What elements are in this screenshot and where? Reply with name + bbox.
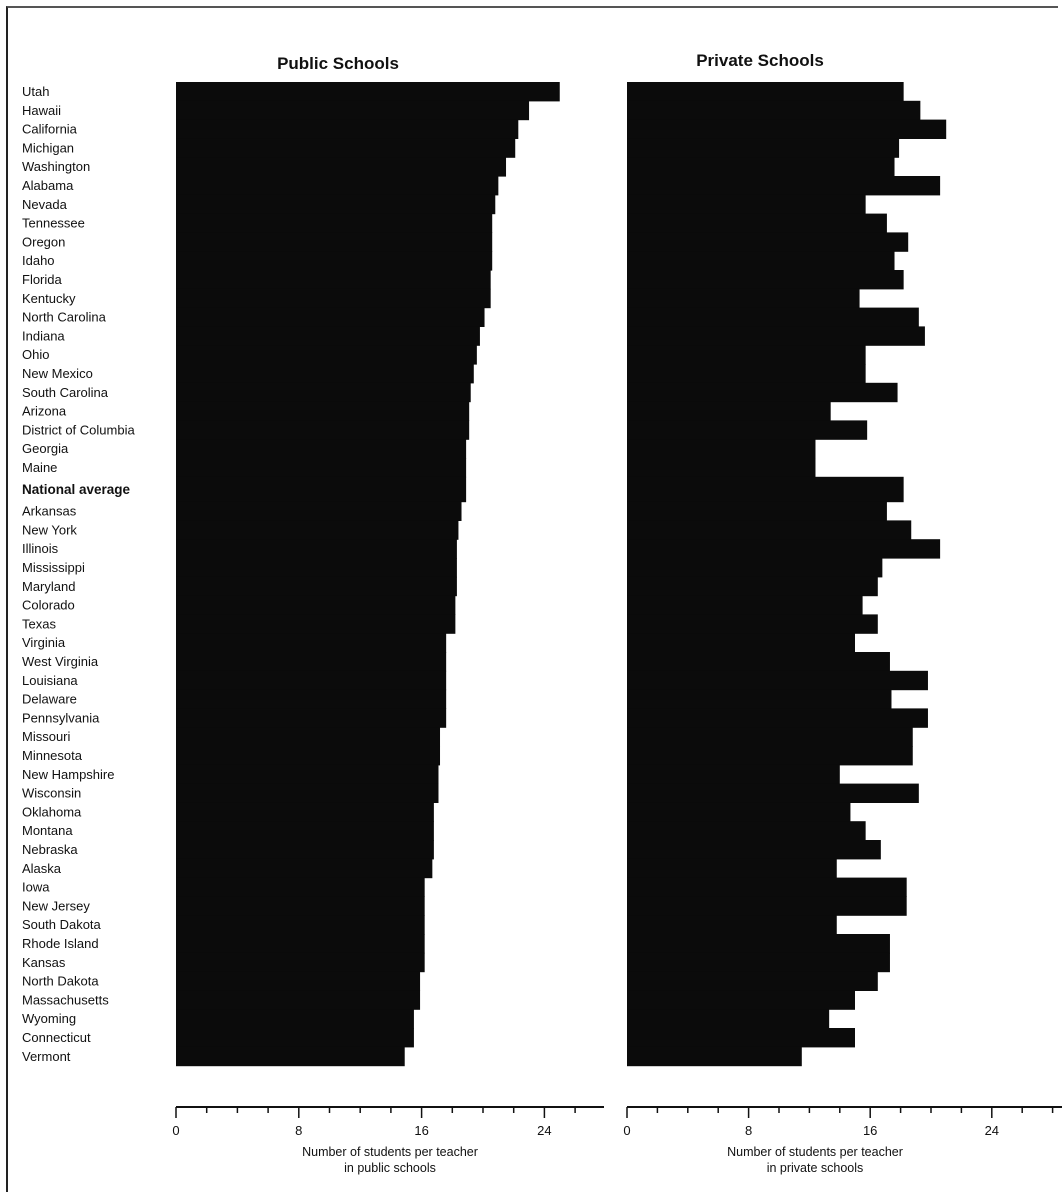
public-tick-label-8: 8 <box>295 1123 303 1138</box>
public-bar-illinois <box>176 539 457 558</box>
public-x-axis-title-line-2: in public schools <box>344 1161 436 1175</box>
public-bar-missouri <box>176 727 440 746</box>
private-bar-iowa <box>627 878 907 897</box>
row-label-illinois: Illinois <box>22 541 59 557</box>
private-bar-oregon <box>627 232 908 251</box>
public-bar-connecticut <box>176 1028 414 1047</box>
public-bar-idaho <box>176 251 492 270</box>
public-bar-new-hampshire <box>176 765 438 784</box>
row-label-minnesota: Minnesota <box>22 748 82 763</box>
private-schools-title: Private Schools <box>696 51 824 70</box>
row-label-arkansas: Arkansas <box>22 503 77 519</box>
public-bar-tennessee <box>176 214 492 233</box>
public-tick-label-0: 0 <box>172 1123 180 1138</box>
row-label-new-jersey: New Jersey <box>22 898 90 914</box>
public-bar-vermont <box>176 1047 405 1066</box>
row-label-wyoming: Wyoming <box>22 1011 77 1027</box>
private-bar-indiana <box>627 326 925 345</box>
private-bar-montana <box>627 821 866 840</box>
private-tick-label-16: 16 <box>862 1123 878 1138</box>
public-bar-pennsylvania <box>176 708 446 727</box>
row-label-idaho: Idaho <box>22 253 55 269</box>
private-bar-washington <box>627 157 895 176</box>
row-label-new-york: New York <box>22 522 77 538</box>
row-label-tennessee: Tennessee <box>22 215 85 231</box>
public-bar-washington <box>176 157 506 176</box>
private-bar-utah <box>627 82 904 101</box>
row-label-south-dakota: South Dakota <box>22 917 101 933</box>
public-bar-utah <box>176 82 560 101</box>
row-label-connecticut: Connecticut <box>22 1030 91 1045</box>
public-bar-arkansas <box>176 502 462 521</box>
row-label-washington: Washington <box>22 159 91 175</box>
public-bar-wisconsin <box>176 784 438 803</box>
public-bar-alaska <box>176 859 432 878</box>
private-bar-kentucky <box>627 289 860 308</box>
row-label-pennsylvania: Pennsylvania <box>22 710 100 726</box>
private-tick-label-8: 8 <box>744 1123 753 1138</box>
private-bar-mississippi <box>627 558 882 577</box>
public-bar-maine <box>176 458 466 477</box>
row-label-nevada: Nevada <box>22 196 67 212</box>
public-bar-massachusetts <box>176 990 420 1009</box>
private-tick-label-0: 0 <box>623 1123 631 1138</box>
public-bar-arizona <box>176 402 469 421</box>
public-bar-montana <box>176 821 434 840</box>
public-bar-kansas <box>176 953 425 972</box>
row-label-hawaii: Hawaii <box>22 102 62 118</box>
row-label-oregon: Oregon <box>22 234 66 250</box>
row-label-montana: Montana <box>22 823 73 839</box>
row-label-new-mexico: New Mexico <box>22 366 93 381</box>
public-bar-hawaii <box>176 101 529 120</box>
public-bar-alabama <box>176 176 498 195</box>
public-bar-north-dakota <box>176 972 420 991</box>
row-label-california: California <box>22 121 77 137</box>
row-label-georgia: Georgia <box>22 441 69 457</box>
private-x-axis-title-line-2: in private schools <box>766 1161 864 1175</box>
public-bar-ohio <box>176 345 477 364</box>
row-label-kentucky: Kentucky <box>22 290 76 306</box>
row-label-vermont: Vermont <box>22 1048 71 1064</box>
row-label-texas: Texas <box>22 616 56 632</box>
private-x-axis-title-line-1: Number of students per teacher <box>727 1145 903 1159</box>
row-label-arizona: Arizona <box>22 403 67 419</box>
row-label-north-carolina: North Carolina <box>22 309 106 325</box>
public-bar-kentucky <box>176 289 491 308</box>
private-bar-new-jersey <box>627 896 907 915</box>
row-label-nebraska: Nebraska <box>22 842 78 857</box>
private-bar-hawaii <box>627 101 920 120</box>
private-bar-rhode-island <box>627 934 890 953</box>
private-bar-missouri <box>627 727 913 746</box>
private-bar-alabama <box>627 176 940 195</box>
private-bar-maryland <box>627 577 878 596</box>
row-label-utah: Utah <box>22 84 50 99</box>
row-label-virginia: Virginia <box>22 635 66 651</box>
public-schools-title: Public Schools <box>277 54 399 73</box>
private-tick-label-24: 24 <box>984 1123 1000 1138</box>
row-label-louisiana: Louisiana <box>22 672 78 688</box>
private-bar-illinois <box>627 539 940 558</box>
public-bar-new-mexico <box>176 364 474 383</box>
public-bar-florida <box>176 270 491 289</box>
private-bar-west-virginia <box>627 652 890 671</box>
row-label-north-dakota: North Dakota <box>22 973 99 989</box>
row-label-maine: Maine <box>22 460 58 475</box>
row-label-national-average: National average <box>22 481 131 497</box>
row-label-ohio: Ohio <box>22 347 50 363</box>
row-label-kansas: Kansas <box>22 954 66 970</box>
row-label-massachusetts: Massachusetts <box>22 992 109 1008</box>
public-x-axis-title-line-1: Number of students per teacher <box>302 1145 478 1159</box>
row-label-missouri: Missouri <box>22 729 71 745</box>
private-bar-colorado <box>627 596 863 615</box>
private-bar-wyoming <box>627 1009 829 1028</box>
row-label-colorado: Colorado <box>22 597 75 613</box>
public-bar-south-dakota <box>176 915 425 934</box>
private-bar-wisconsin <box>627 784 919 803</box>
private-bar-north-dakota <box>627 972 878 991</box>
row-label-wisconsin: Wisconsin <box>22 785 82 801</box>
public-bar-nebraska <box>176 840 434 859</box>
private-bar-florida <box>627 270 904 289</box>
row-label-michigan: Michigan <box>22 140 75 156</box>
public-bar-michigan <box>176 138 515 157</box>
private-bar-texas <box>627 614 878 633</box>
private-bar-maine <box>627 458 815 477</box>
public-bar-maryland <box>176 577 457 596</box>
private-bar-tennessee <box>627 214 887 233</box>
public-bar-nevada <box>176 195 495 214</box>
row-label-south-carolina: South Carolina <box>22 384 108 400</box>
public-bar-indiana <box>176 326 480 345</box>
private-bar-nevada <box>627 195 866 214</box>
private-bar-connecticut <box>627 1028 855 1047</box>
row-label-west-virginia: West Virginia <box>22 654 99 669</box>
private-bar-idaho <box>627 251 895 270</box>
private-bar-louisiana <box>627 671 928 690</box>
private-bar-georgia <box>627 439 815 458</box>
row-label-maryland: Maryland <box>22 578 76 594</box>
row-label-florida: Florida <box>22 272 62 287</box>
public-bar-california <box>176 120 518 139</box>
private-bar-arizona <box>627 402 831 421</box>
private-bar-north-carolina <box>627 308 919 327</box>
public-bar-iowa <box>176 878 425 897</box>
public-bar-oregon <box>176 232 492 251</box>
private-bar-district-of-columbia <box>627 420 867 439</box>
private-bar-south-carolina <box>627 383 898 402</box>
row-label-iowa: Iowa <box>22 879 50 895</box>
row-label-rhode-island: Rhode Island <box>22 936 99 951</box>
public-bar-texas <box>176 614 455 633</box>
private-bar-national-average <box>627 477 904 502</box>
public-tick-label-24: 24 <box>537 1123 552 1138</box>
row-label-alabama: Alabama <box>22 178 74 193</box>
public-bar-oklahoma <box>176 802 434 821</box>
private-bar-ohio <box>627 345 866 364</box>
private-bar-pennsylvania <box>627 708 928 727</box>
state-labels <box>22 84 135 1064</box>
private-bar-minnesota <box>627 746 913 765</box>
private-bar-delaware <box>627 690 891 709</box>
public-bar-new-jersey <box>176 896 425 915</box>
public-bar-new-york <box>176 520 458 539</box>
public-bar-west-virginia <box>176 652 446 671</box>
row-label-delaware: Delaware <box>22 691 77 707</box>
public-bar-georgia <box>176 439 466 458</box>
public-bar-south-carolina <box>176 383 471 402</box>
public-bar-minnesota <box>176 746 440 765</box>
public-bar-north-carolina <box>176 308 485 327</box>
private-bar-alaska <box>627 859 837 878</box>
public-bar-district-of-columbia <box>176 420 469 439</box>
private-bar-oklahoma <box>627 802 850 821</box>
row-label-new-hampshire: New Hampshire <box>22 766 115 782</box>
row-label-mississippi: Mississippi <box>22 560 85 575</box>
private-bar-massachusetts <box>627 990 855 1009</box>
private-bar-kansas <box>627 953 890 972</box>
public-bar-wyoming <box>176 1009 414 1028</box>
row-label-alaska: Alaska <box>22 860 62 876</box>
row-label-district-of-columbia: District of Columbia <box>22 422 135 438</box>
row-label-indiana: Indiana <box>22 328 65 344</box>
private-bar-new-mexico <box>627 364 866 383</box>
private-bar-nebraska <box>627 840 881 859</box>
public-bar-louisiana <box>176 671 446 690</box>
private-bar-california <box>627 120 946 139</box>
private-bar-south-dakota <box>627 915 837 934</box>
row-label-oklahoma: Oklahoma <box>22 804 82 820</box>
public-bar-colorado <box>176 596 455 615</box>
private-bar-michigan <box>627 138 899 157</box>
private-bar-vermont <box>627 1047 802 1066</box>
public-bar-rhode-island <box>176 934 425 953</box>
public-bar-virginia <box>176 633 446 652</box>
private-bar-new-hampshire <box>627 765 840 784</box>
private-schools-panel <box>623 82 1062 1175</box>
private-bar-virginia <box>627 633 855 652</box>
private-bar-new-york <box>627 520 911 539</box>
public-bar-national-average <box>176 477 466 502</box>
public-bar-mississippi <box>176 558 457 577</box>
public-schools-panel <box>172 82 604 1175</box>
private-bar-arkansas <box>627 502 887 521</box>
public-bar-delaware <box>176 690 446 709</box>
public-tick-label-16: 16 <box>414 1123 429 1138</box>
